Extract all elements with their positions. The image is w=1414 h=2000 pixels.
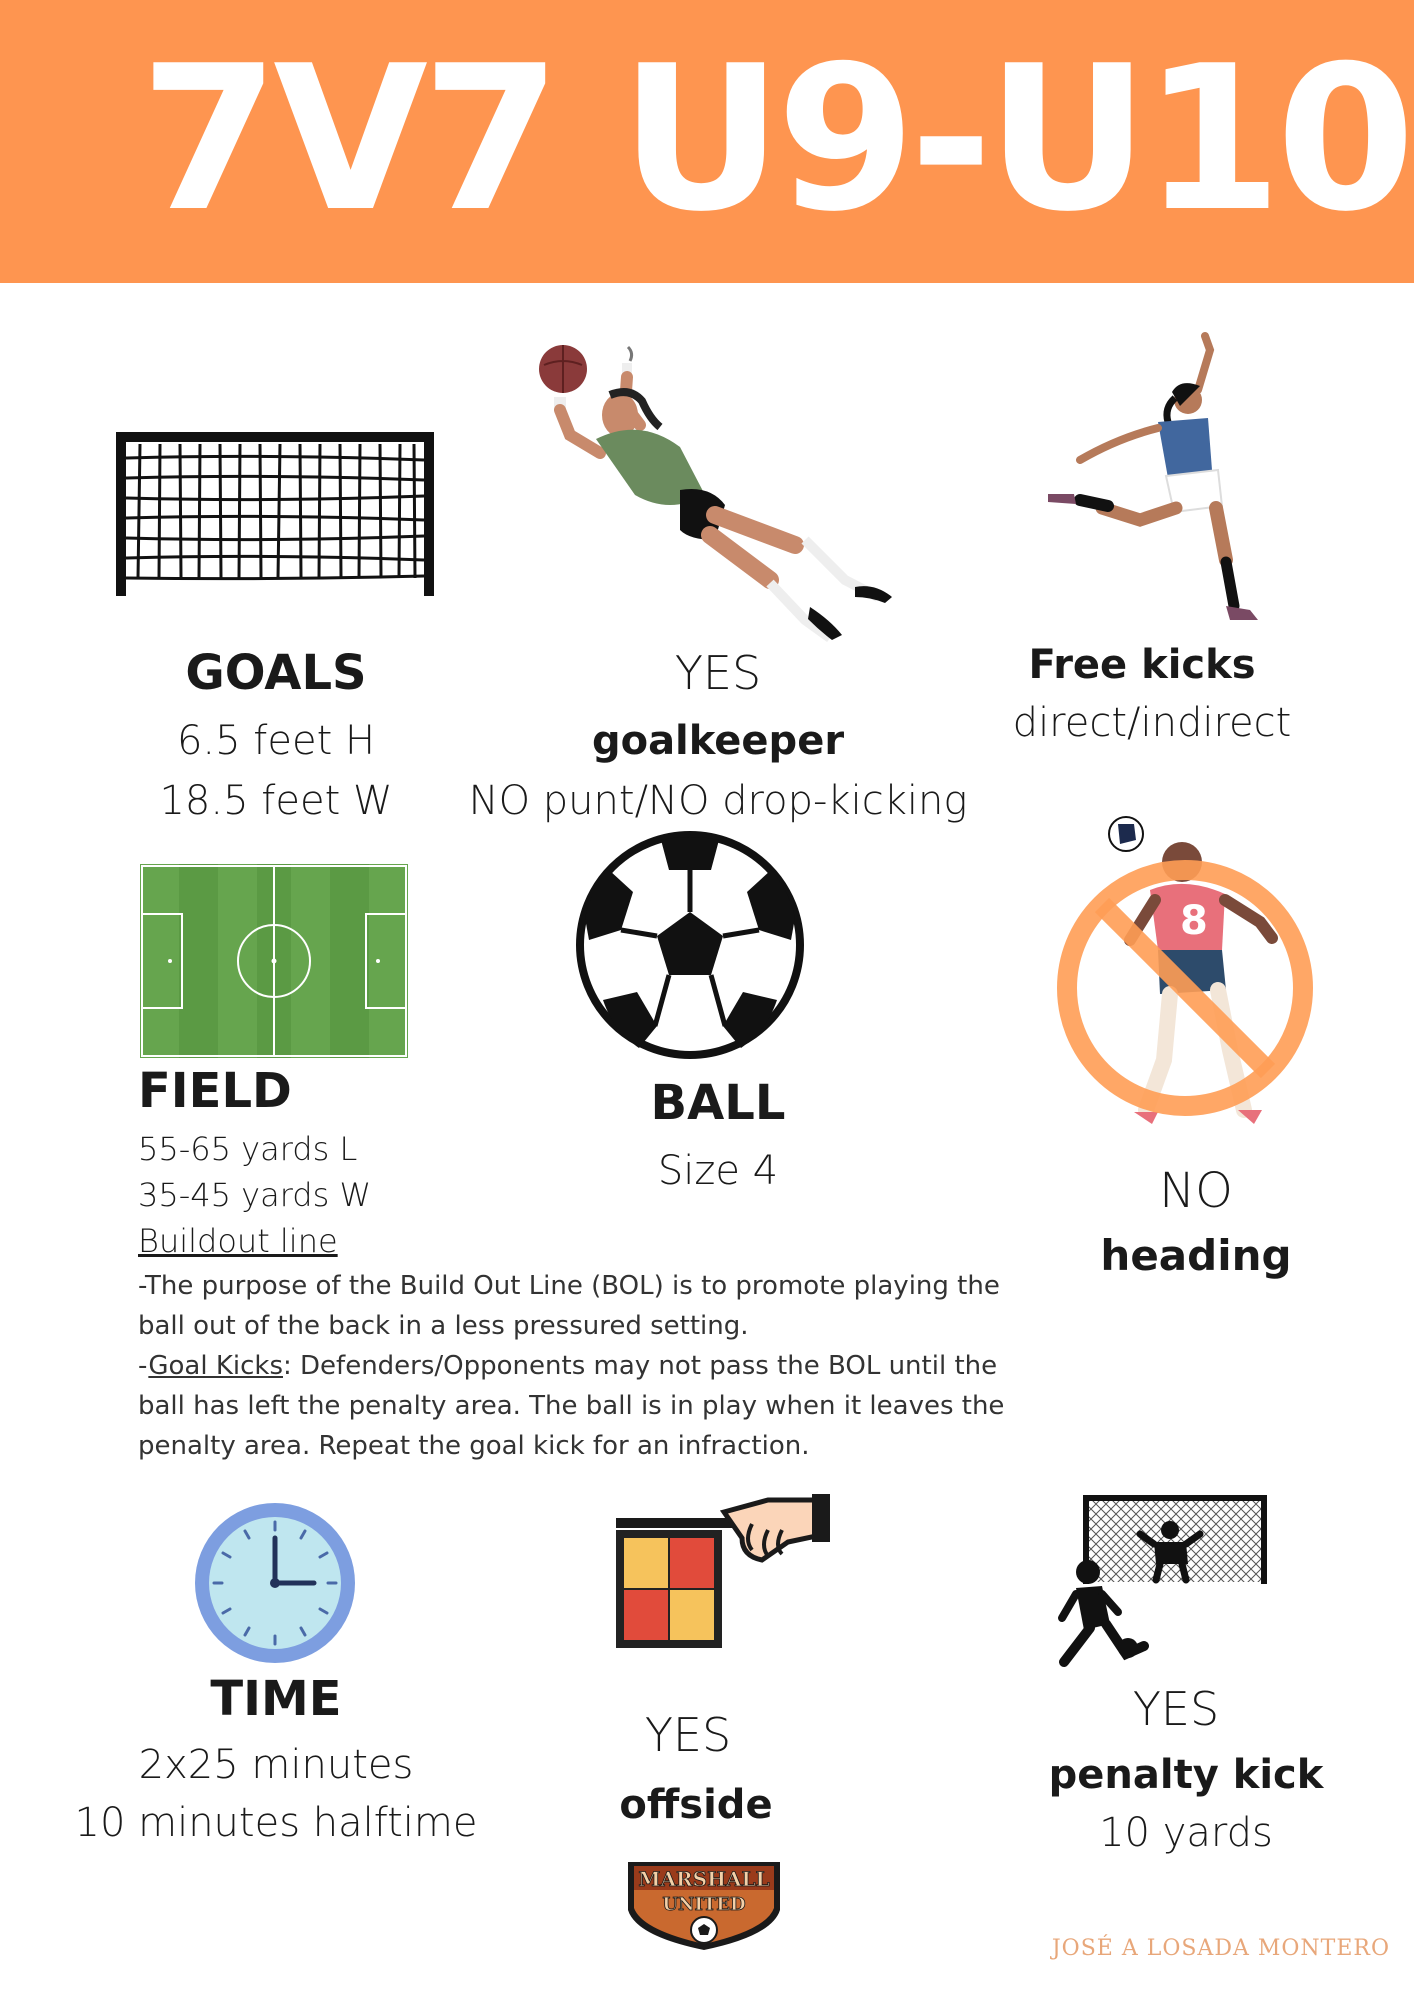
buildout-line-heading: Buildout line xyxy=(138,1222,338,1260)
heading-no: NO xyxy=(1159,1163,1233,1219)
goals-width: 18.5 feet W xyxy=(159,778,393,824)
field-title: FIELD xyxy=(138,1063,292,1119)
heading-title: heading xyxy=(1100,1231,1292,1280)
goalkeeper-illustration xyxy=(530,335,910,645)
goalkeeper-title: goalkeeper xyxy=(591,718,845,764)
author-credit: JOSÉ A LOSADA MONTERO xyxy=(1051,1936,1390,1961)
header-banner xyxy=(0,0,1414,283)
field-width: 35-45 yards W xyxy=(138,1176,372,1214)
goals-height: 6.5 feet H xyxy=(176,718,376,764)
goal-kicks-rule xyxy=(138,1346,1018,1466)
clock-icon xyxy=(192,1500,358,1666)
ball-title: BALL xyxy=(650,1075,786,1131)
ball-size: Size 4 xyxy=(657,1148,779,1194)
goalkeeper-yes: YES xyxy=(674,646,762,700)
goals-title: GOALS xyxy=(185,645,367,701)
logo-line2: UNITED xyxy=(662,1894,746,1915)
time-halftime: 10 minutes halftime xyxy=(74,1800,478,1846)
penalty-yes: YES xyxy=(1132,1682,1220,1736)
offside-flag-icon xyxy=(612,1494,832,1654)
free-kicks-title: Free kicks xyxy=(1028,642,1256,688)
free-kicks-note: direct/indirect xyxy=(1012,700,1292,746)
time-halves: 2x25 minutes xyxy=(138,1742,414,1788)
penalty-distance: 10 yards xyxy=(1099,1810,1273,1856)
goalkeeper-note: NO punt/NO drop-kicking xyxy=(468,778,968,824)
goal-kicks-text: : Defenders/Opponents may not pass the BOL until the ball has left the penalty area. The ball is in play when it leaves the penalty area. Repeat the goal kick for an infraction. xyxy=(138,1351,1005,1461)
jersey-number: 8 xyxy=(1180,898,1208,944)
goal-kicks-prefix: - xyxy=(138,1351,149,1381)
logo-line1: MARSHALL xyxy=(638,1867,770,1891)
penalty-title: penalty kick xyxy=(1048,1752,1324,1798)
marshall-united-logo xyxy=(622,1858,786,1954)
offside-yes: YES xyxy=(644,1708,732,1762)
free-kick-player-illustration xyxy=(1040,330,1280,630)
age-group-title: U9-U10 xyxy=(620,23,1410,256)
no-heading-icon xyxy=(1040,810,1330,1140)
offside-title: offside xyxy=(619,1782,773,1828)
penalty-kick-icon xyxy=(1056,1494,1268,1684)
field-length: 55-65 yards L xyxy=(138,1130,358,1168)
time-title: TIME xyxy=(210,1671,342,1727)
goal-kicks-label: Goal Kicks xyxy=(148,1351,283,1381)
buildout-purpose-text: -The purpose of the Build Out Line (BOL) is to promote playing the ball out of the back in a less pressured setting. xyxy=(138,1271,1000,1341)
format-title: 7V7 xyxy=(140,23,556,256)
soccer-field-icon xyxy=(140,864,408,1058)
soccer-ball-icon xyxy=(575,830,805,1060)
goal-net-icon xyxy=(112,428,438,600)
